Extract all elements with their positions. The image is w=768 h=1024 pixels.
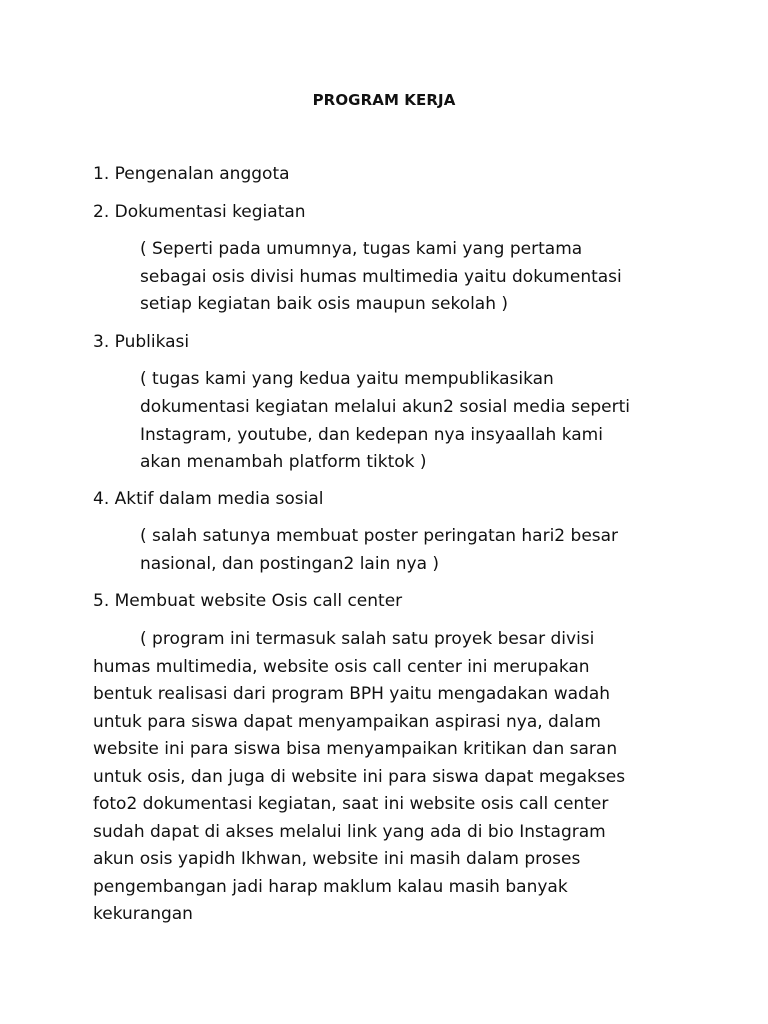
item-5-label: 5. Membuat website Osis call center [93, 591, 403, 611]
item-5-description-line: ( program ini termasuk salah satu proyek besar divisi [140, 629, 595, 649]
item-3-description-line: dokumentasi kegiatan melalui akun2 sosial media seperti [140, 397, 631, 417]
item-5-description-line: untuk osis, dan juga di website ini para siswa dapat megakses [93, 767, 626, 787]
item-4-label: 4. Aktif dalam media sosial [93, 489, 324, 509]
item-5-description-line: sudah dapat di akses melalui link yang ada di bio Instagram [93, 822, 606, 842]
item-5-description-line: untuk para siswa dapat menyampaikan aspirasi nya, dalam [93, 712, 601, 732]
item-2-description-line: sebagai osis divisi humas multimedia yaitu dokumentasi [140, 267, 622, 287]
item-3-label: 3. Publikasi [93, 332, 190, 352]
item-2-label: 2. Dokumentasi kegiatan [93, 202, 306, 222]
item-5-description-line: humas multimedia, website osis call center ini merupakan [93, 657, 590, 677]
item-5-description-line: website ini para siswa bisa menyampaikan kritikan dan saran [93, 739, 618, 759]
item-5-description-line: kekurangan [93, 904, 193, 924]
item-5-description-line: pengembangan jadi harap maklum kalau masih banyak [93, 877, 568, 897]
document-title: PROGRAM KERJA [312, 91, 456, 109]
item-3-description-line: akan menambah platform tiktok ) [140, 452, 427, 472]
item-4-description-line: ( salah satunya membuat poster peringatan hari2 besar [140, 526, 619, 546]
item-2-description-line: ( Seperti pada umumnya, tugas kami yang pertama [140, 239, 583, 259]
item-3-description-line: Instagram, youtube, dan kedepan nya insyaallah kami [140, 425, 603, 445]
item-5-description-line: foto2 dokumentasi kegiatan, saat ini website osis call center [93, 794, 609, 814]
item-2-description-line: setiap kegiatan baik osis maupun sekolah ) [140, 294, 509, 314]
item-5-description-line: akun osis yapidh Ikhwan, website ini masih dalam proses [93, 849, 581, 869]
item-5-description-line: bentuk realisasi dari program BPH yaitu mengadakan wadah [93, 684, 611, 704]
item-4-description-line: nasional, dan postingan2 lain nya ) [140, 554, 440, 574]
item-3-description-line: ( tugas kami yang kedua yaitu mempublikasikan [140, 369, 554, 389]
item-1-label: 1. Pengenalan anggota [93, 164, 290, 184]
